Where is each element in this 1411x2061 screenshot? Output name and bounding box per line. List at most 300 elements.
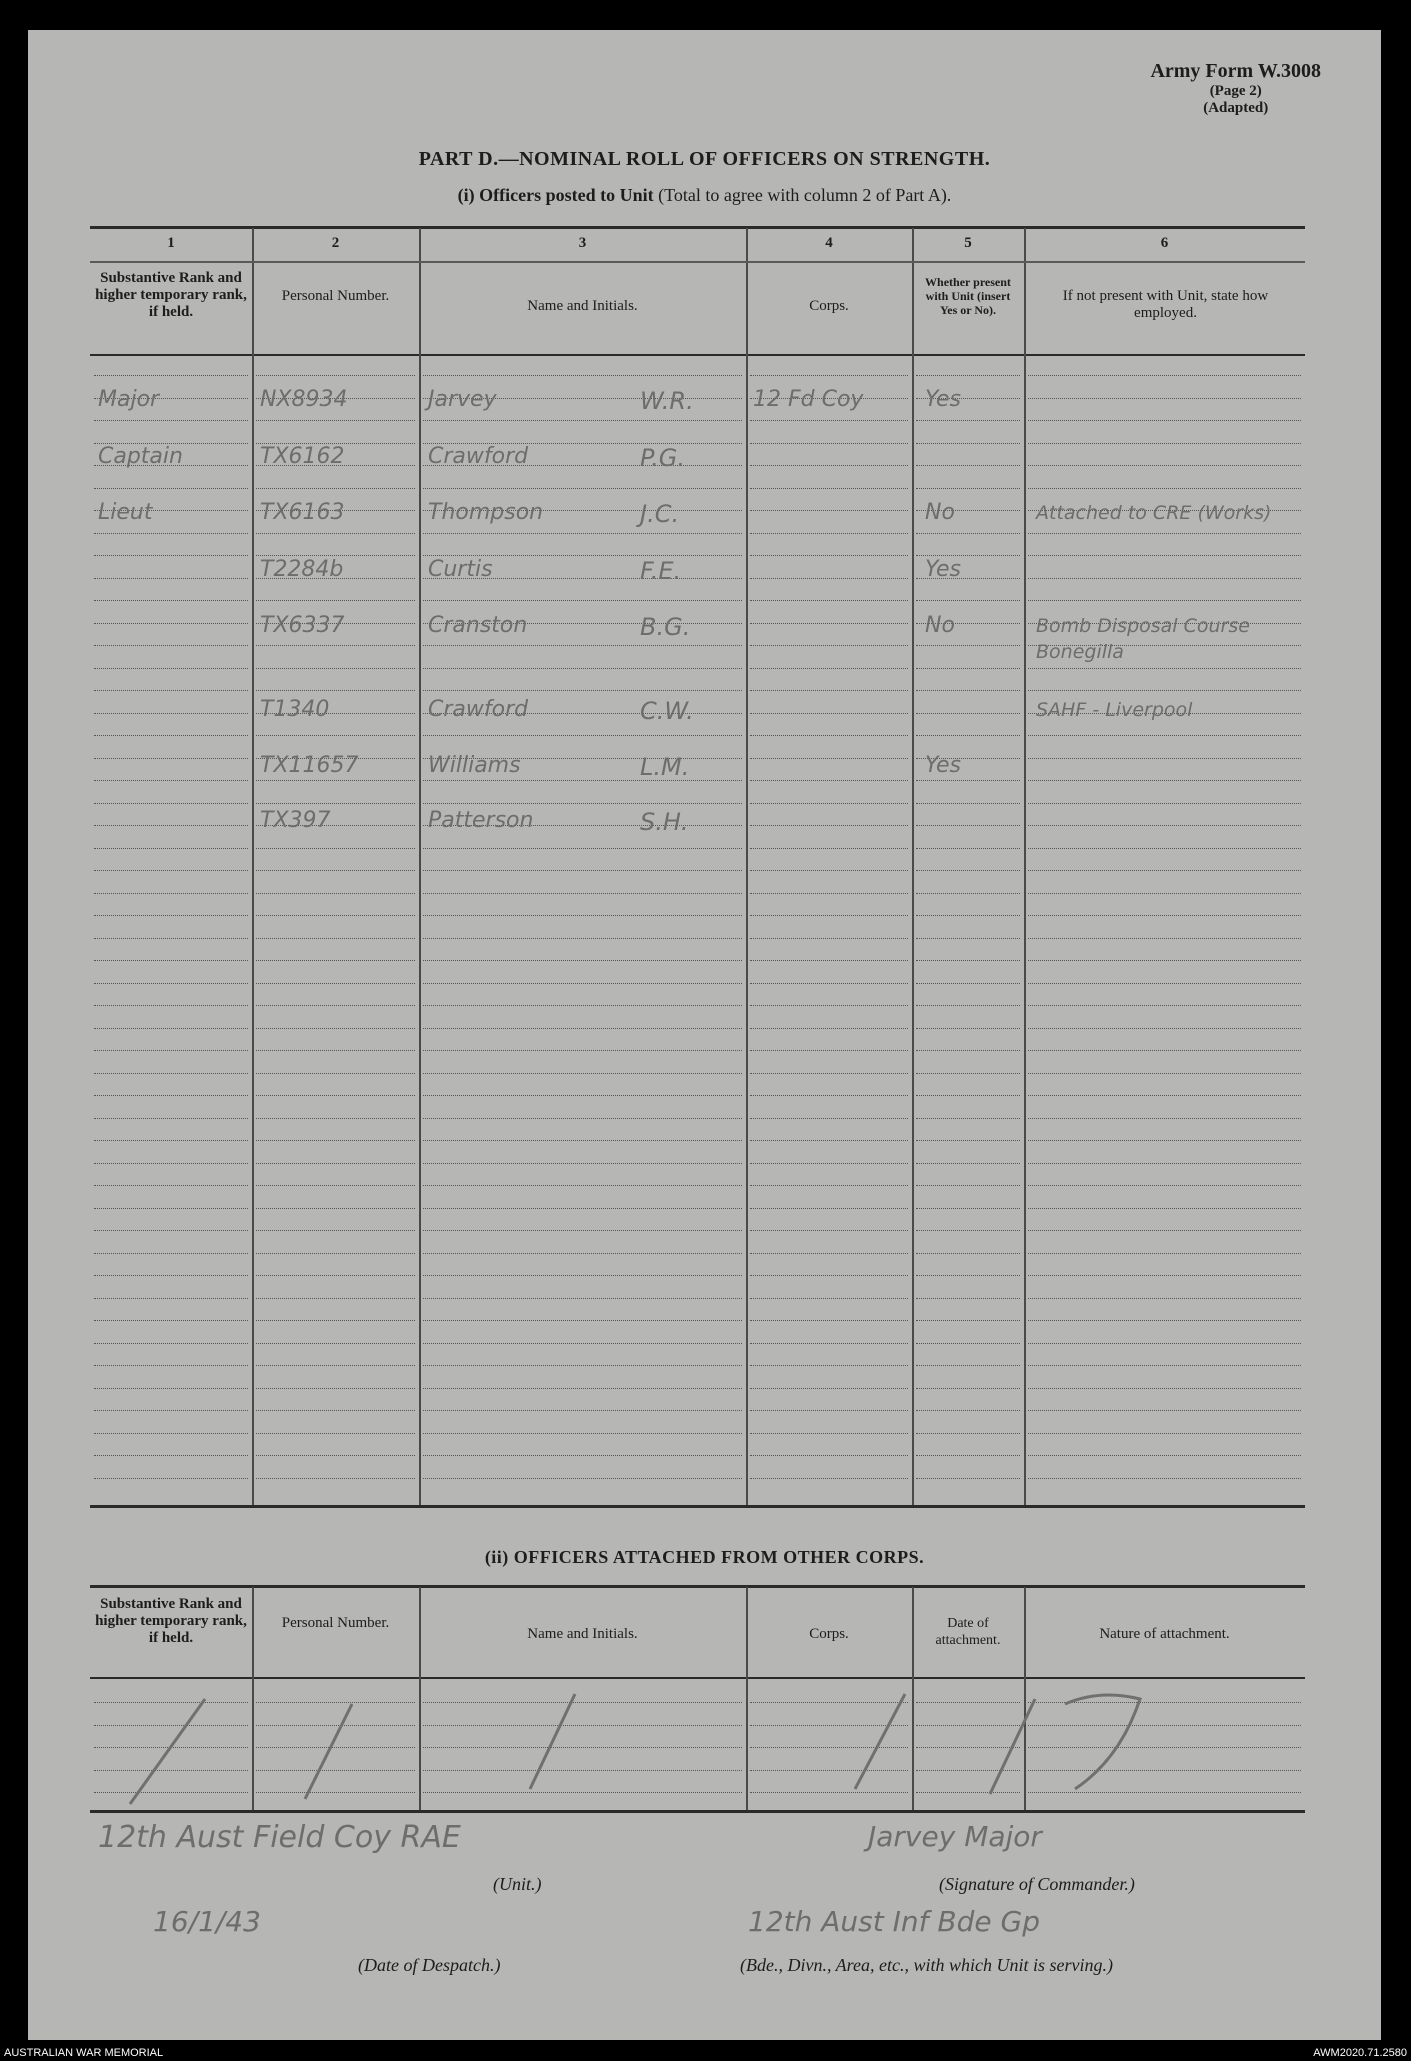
ruled-line bbox=[1028, 1230, 1301, 1231]
ruled-line bbox=[256, 1253, 415, 1254]
ruled-line bbox=[256, 488, 415, 489]
ruled-line bbox=[94, 960, 248, 961]
ruled-line bbox=[1028, 1185, 1301, 1186]
ruled-line bbox=[1028, 758, 1301, 759]
ruled-line bbox=[1028, 1478, 1301, 1479]
t2-header-rank: Substantive Rank and higher temporary rank, if held. bbox=[95, 1596, 247, 1646]
ruled-line bbox=[916, 533, 1020, 534]
ruled-line bbox=[423, 735, 742, 736]
ruled-line bbox=[256, 1455, 415, 1456]
ruled-line bbox=[750, 1365, 908, 1366]
ruled-line bbox=[750, 870, 908, 871]
ruled-line bbox=[423, 893, 742, 894]
ruled-line bbox=[94, 713, 248, 714]
ruled-line bbox=[256, 1410, 415, 1411]
ruled-line bbox=[1028, 1208, 1301, 1209]
ruled-line bbox=[916, 1455, 1020, 1456]
ruled-line bbox=[94, 1208, 248, 1209]
ruled-line bbox=[94, 825, 248, 826]
ruled-line bbox=[750, 668, 908, 669]
ruled-line bbox=[750, 1163, 908, 1164]
entry-number: TX6163 bbox=[260, 500, 345, 525]
ruled-line bbox=[916, 983, 1020, 984]
ruled-line bbox=[916, 1410, 1020, 1411]
ruled-line bbox=[750, 915, 908, 916]
ruled-line bbox=[256, 555, 415, 556]
colnum-1: 1 bbox=[167, 235, 175, 251]
ruled-line bbox=[750, 533, 908, 534]
credit-right: AWM2020.71.2580 bbox=[1313, 2047, 1407, 2059]
ruled-line bbox=[1028, 915, 1301, 916]
ruled-line bbox=[94, 780, 248, 781]
table1-col-divider-1 bbox=[252, 228, 254, 1505]
date-label: (Date of Despatch.) bbox=[358, 1955, 501, 1975]
entry-name: Curtis bbox=[428, 557, 493, 582]
ruled-line bbox=[256, 690, 415, 691]
ruled-line bbox=[94, 690, 248, 691]
ruled-line bbox=[423, 1410, 742, 1411]
ruled-line bbox=[94, 1365, 248, 1366]
entry-employed: SAHF - Liverpool bbox=[1036, 699, 1193, 721]
ruled-line bbox=[916, 555, 1020, 556]
credit-left: AUSTRALIAN WAR MEMORIAL bbox=[4, 2047, 164, 2059]
ruled-line bbox=[750, 1230, 908, 1231]
ruled-line bbox=[750, 848, 908, 849]
ruled-line bbox=[423, 848, 742, 849]
ruled-line bbox=[94, 938, 248, 939]
ruled-line bbox=[256, 960, 415, 961]
ruled-line bbox=[916, 1005, 1020, 1006]
entry-initials: S.H. bbox=[640, 808, 689, 836]
ruled-line bbox=[423, 1050, 742, 1051]
ruled-line bbox=[256, 600, 415, 601]
ruled-line bbox=[1028, 1343, 1301, 1344]
ruled-line bbox=[1028, 1253, 1301, 1254]
ruled-line bbox=[94, 915, 248, 916]
t2-header-date: Date of attachment. bbox=[935, 1616, 1001, 1648]
ruled-line bbox=[94, 1320, 248, 1321]
entry-name: Williams bbox=[428, 753, 521, 778]
ruled-line bbox=[423, 1163, 742, 1164]
ruled-line bbox=[94, 758, 248, 759]
ruled-line bbox=[916, 1478, 1020, 1479]
ruled-line bbox=[750, 1410, 908, 1411]
ruled-line bbox=[916, 893, 1020, 894]
ruled-line bbox=[750, 1253, 908, 1254]
page-subtitle bbox=[28, 185, 1381, 206]
table2-top-rule bbox=[90, 1585, 1305, 1588]
ruled-line bbox=[1028, 1320, 1301, 1321]
ruled-line bbox=[94, 375, 248, 376]
ruled-line bbox=[256, 1388, 415, 1389]
ruled-line bbox=[94, 1455, 248, 1456]
ruled-line bbox=[256, 803, 415, 804]
ruled-line bbox=[1028, 1050, 1301, 1051]
ruled-line bbox=[423, 1230, 742, 1231]
ruled-line bbox=[94, 1118, 248, 1119]
signature-value: Jarvey Major bbox=[868, 1820, 1042, 1853]
t2-header-name: Name and Initials. bbox=[527, 1626, 638, 1642]
entry-name: Crawford bbox=[428, 444, 529, 469]
ruled-line bbox=[94, 1275, 248, 1276]
col-header-corps: Corps. bbox=[809, 298, 849, 314]
ruled-line bbox=[916, 938, 1020, 939]
ruled-line bbox=[423, 1343, 742, 1344]
ruled-line bbox=[94, 555, 248, 556]
ruled-line bbox=[916, 690, 1020, 691]
ruled-line bbox=[916, 420, 1020, 421]
ruled-line bbox=[94, 1028, 248, 1029]
ruled-line bbox=[916, 1275, 1020, 1276]
ruled-line bbox=[256, 1208, 415, 1209]
ruled-line bbox=[1028, 960, 1301, 961]
table2-bottom-rule bbox=[90, 1810, 1305, 1813]
ruled-line bbox=[256, 870, 415, 871]
col-header-employed: If not present with Unit, state how employed. bbox=[1062, 288, 1269, 321]
ruled-line bbox=[423, 1005, 742, 1006]
ruled-line bbox=[256, 983, 415, 984]
ruled-line bbox=[916, 915, 1020, 916]
ruled-line bbox=[1028, 1163, 1301, 1164]
ruled-line bbox=[256, 1230, 415, 1231]
ruled-line bbox=[750, 1028, 908, 1029]
ruled-line bbox=[423, 1073, 742, 1074]
ruled-line bbox=[916, 848, 1020, 849]
table1-top-rule bbox=[90, 226, 1305, 229]
ruled-line bbox=[423, 1118, 742, 1119]
ruled-line bbox=[916, 1365, 1020, 1366]
ruled-line bbox=[916, 1095, 1020, 1096]
form-number: Army Form W.3008 bbox=[1150, 60, 1321, 82]
entry-number: TX6337 bbox=[260, 613, 345, 638]
ruled-line bbox=[256, 645, 415, 646]
ruled-line bbox=[94, 668, 248, 669]
ruled-line bbox=[94, 533, 248, 534]
colnum-3: 3 bbox=[578, 235, 587, 251]
colnum-2: 2 bbox=[331, 235, 340, 251]
ruled-line bbox=[423, 600, 742, 601]
ruled-line bbox=[916, 1118, 1020, 1119]
ruled-line bbox=[916, 1050, 1020, 1051]
entry-name: Patterson bbox=[428, 808, 534, 833]
colnum-4: 4 bbox=[825, 235, 833, 251]
ruled-line bbox=[750, 1433, 908, 1434]
ruled-line bbox=[256, 848, 415, 849]
ruled-line bbox=[916, 375, 1020, 376]
ruled-line bbox=[1028, 1433, 1301, 1434]
t2-header-corps: Corps. bbox=[809, 1626, 849, 1642]
ruled-line bbox=[423, 375, 742, 376]
ruled-line bbox=[750, 1320, 908, 1321]
section2-title: (ii) OFFICERS ATTACHED FROM OTHER CORPS. bbox=[484, 1547, 925, 1567]
ruled-line bbox=[916, 645, 1020, 646]
ruled-line bbox=[256, 533, 415, 534]
ruled-line bbox=[423, 690, 742, 691]
page-title: PART D.—NOMINAL ROLL OF OFFICERS ON STRENGTH. bbox=[418, 148, 991, 170]
entry-initials: C.W. bbox=[640, 697, 694, 725]
entry-employed: Bomb Disposal Course Bonegilla bbox=[1036, 615, 1250, 663]
ruled-line bbox=[94, 1005, 248, 1006]
ruled-line bbox=[1028, 1140, 1301, 1141]
ruled-line bbox=[750, 488, 908, 489]
ruled-line bbox=[750, 1275, 908, 1276]
ruled-line bbox=[256, 375, 415, 376]
ruled-line bbox=[256, 1185, 415, 1186]
signature-label: (Signature of Commander.) bbox=[939, 1874, 1135, 1894]
formation-label: (Bde., Divn., Area, etc., with which Unit is serving.) bbox=[740, 1955, 1113, 1975]
entry-rank: Captain bbox=[98, 444, 183, 469]
ruled-line bbox=[94, 1388, 248, 1389]
ruled-line bbox=[1028, 465, 1301, 466]
ruled-line bbox=[256, 1050, 415, 1051]
ruled-line bbox=[256, 938, 415, 939]
ruled-line bbox=[256, 1028, 415, 1029]
ruled-line bbox=[916, 960, 1020, 961]
col-header-rank: Substantive Rank and higher temporary rank, if held. bbox=[95, 270, 247, 320]
t2-header-personal-number: Personal Number. bbox=[281, 1615, 390, 1631]
ruled-line bbox=[256, 668, 415, 669]
subtitle-rest: (Total to agree with column 2 of Part A). bbox=[653, 185, 952, 205]
ruled-line bbox=[423, 803, 742, 804]
ruled-line bbox=[423, 645, 742, 646]
entry-initials: L.M. bbox=[640, 753, 690, 781]
ruled-line bbox=[94, 803, 248, 804]
ruled-line bbox=[750, 1005, 908, 1006]
ruled-line bbox=[94, 1433, 248, 1434]
ruled-line bbox=[916, 443, 1020, 444]
ruled-line bbox=[423, 1028, 742, 1029]
ruled-line bbox=[750, 375, 908, 376]
ruled-line bbox=[423, 1455, 742, 1456]
ruled-line bbox=[916, 1320, 1020, 1321]
colnum-rule bbox=[90, 261, 1305, 263]
ruled-line bbox=[750, 1095, 908, 1096]
ruled-line bbox=[750, 1185, 908, 1186]
ruled-line bbox=[750, 938, 908, 939]
ruled-line bbox=[94, 1410, 248, 1411]
ruled-line bbox=[916, 1028, 1020, 1029]
ruled-line bbox=[423, 1320, 742, 1321]
ruled-line bbox=[916, 600, 1020, 601]
col-header-personal-number: Personal Number. bbox=[281, 288, 390, 304]
ruled-line bbox=[750, 1343, 908, 1344]
ruled-line bbox=[750, 960, 908, 961]
ruled-line bbox=[94, 893, 248, 894]
entry-number: TX11657 bbox=[260, 753, 359, 778]
ruled-line bbox=[94, 1253, 248, 1254]
ruled-line bbox=[256, 1275, 415, 1276]
table1-col-divider-2 bbox=[419, 228, 421, 1505]
entry-number: TX397 bbox=[260, 808, 331, 833]
ruled-line bbox=[916, 465, 1020, 466]
ruled-line bbox=[1028, 1118, 1301, 1119]
ruled-line bbox=[94, 1095, 248, 1096]
ruled-line bbox=[916, 1073, 1020, 1074]
ruled-line bbox=[423, 870, 742, 871]
table1-col-divider-5 bbox=[1024, 228, 1026, 1505]
ruled-line bbox=[94, 1050, 248, 1051]
ruled-line bbox=[750, 623, 908, 624]
ruled-line bbox=[94, 1230, 248, 1231]
ruled-line bbox=[916, 1185, 1020, 1186]
ruled-line bbox=[94, 1185, 248, 1186]
entry-present: Yes bbox=[925, 753, 962, 778]
ruled-line bbox=[423, 1140, 742, 1141]
ruled-line bbox=[256, 1343, 415, 1344]
entry-present: Yes bbox=[925, 557, 962, 582]
table2-strike-marks bbox=[90, 1679, 1305, 1810]
ruled-line bbox=[750, 578, 908, 579]
colnum-6: 6 bbox=[1160, 235, 1169, 251]
colnum-5: 5 bbox=[964, 235, 972, 251]
ruled-line bbox=[750, 1478, 908, 1479]
ruled-line bbox=[423, 938, 742, 939]
ruled-line bbox=[423, 1433, 742, 1434]
ruled-line bbox=[94, 488, 248, 489]
ruled-line bbox=[916, 488, 1020, 489]
ruled-line bbox=[916, 735, 1020, 736]
table1-col-divider-3 bbox=[746, 228, 748, 1505]
entry-present: Yes bbox=[925, 387, 962, 412]
ruled-line bbox=[1028, 488, 1301, 489]
ruled-line bbox=[94, 623, 248, 624]
unit-value: 12th Aust Field Coy RAE bbox=[98, 1820, 461, 1855]
ruled-line bbox=[256, 1163, 415, 1164]
ruled-line bbox=[256, 420, 415, 421]
ruled-line bbox=[423, 1095, 742, 1096]
ruled-line bbox=[1028, 1455, 1301, 1456]
ruled-line bbox=[1028, 578, 1301, 579]
ruled-line bbox=[750, 803, 908, 804]
ruled-line bbox=[750, 555, 908, 556]
ruled-line bbox=[256, 1433, 415, 1434]
entry-initials: J.C. bbox=[640, 500, 680, 528]
unit-label: (Unit.) bbox=[493, 1874, 542, 1894]
ruled-line bbox=[94, 983, 248, 984]
ruled-line bbox=[750, 713, 908, 714]
ruled-line bbox=[750, 510, 908, 511]
ruled-line bbox=[1028, 533, 1301, 534]
entry-name: Thompson bbox=[428, 500, 544, 525]
ruled-line bbox=[423, 1298, 742, 1299]
ruled-line bbox=[916, 1140, 1020, 1141]
ruled-line bbox=[750, 1455, 908, 1456]
ruled-line bbox=[256, 735, 415, 736]
ruled-line bbox=[1028, 1275, 1301, 1276]
entry-number: T2284b bbox=[260, 557, 344, 582]
ruled-line bbox=[1028, 825, 1301, 826]
ruled-line bbox=[1028, 893, 1301, 894]
ruled-line bbox=[916, 1298, 1020, 1299]
ruled-line bbox=[1028, 420, 1301, 421]
ruled-line bbox=[1028, 870, 1301, 871]
subtitle-bold: (i) Officers posted to Unit bbox=[457, 185, 654, 205]
ruled-line bbox=[256, 780, 415, 781]
ruled-line bbox=[750, 893, 908, 894]
ruled-line bbox=[916, 803, 1020, 804]
ruled-line bbox=[256, 1320, 415, 1321]
ruled-line bbox=[94, 870, 248, 871]
ruled-line bbox=[916, 780, 1020, 781]
ruled-line bbox=[1028, 1095, 1301, 1096]
ruled-line bbox=[916, 1388, 1020, 1389]
ruled-line bbox=[94, 578, 248, 579]
entry-employed: Attached to CRE (Works) bbox=[1036, 502, 1272, 524]
ruled-line bbox=[423, 420, 742, 421]
ruled-line bbox=[423, 1365, 742, 1366]
table1-header-rule bbox=[90, 354, 1305, 356]
ruled-line bbox=[94, 848, 248, 849]
ruled-line bbox=[1028, 555, 1301, 556]
ruled-line bbox=[916, 1230, 1020, 1231]
entry-initials: P.G. bbox=[640, 444, 686, 472]
ruled-line bbox=[423, 1253, 742, 1254]
ruled-line bbox=[256, 1140, 415, 1141]
entry-present: No bbox=[925, 613, 955, 638]
ruled-line bbox=[916, 1208, 1020, 1209]
ruled-line bbox=[750, 1140, 908, 1141]
ruled-line bbox=[94, 1298, 248, 1299]
ruled-line bbox=[423, 915, 742, 916]
col-header-present: Whether present with Unit (insert Yes or No). bbox=[925, 275, 1011, 317]
ruled-line bbox=[94, 1073, 248, 1074]
form-adapted-note: (Adapted) bbox=[1203, 100, 1269, 116]
ruled-line bbox=[750, 1298, 908, 1299]
ruled-line bbox=[423, 488, 742, 489]
ruled-line bbox=[256, 1118, 415, 1119]
t2-header-nature: Nature of attachment. bbox=[1099, 1626, 1230, 1642]
ruled-line bbox=[1028, 803, 1301, 804]
entry-corps: 12 Fd Coy bbox=[753, 387, 864, 412]
entry-initials: F.E. bbox=[640, 557, 682, 585]
ruled-line bbox=[1028, 1410, 1301, 1411]
ruled-line bbox=[1028, 735, 1301, 736]
formation-value: 12th Aust Inf Bde Gp bbox=[748, 1905, 1040, 1938]
ruled-line bbox=[1028, 938, 1301, 939]
date-value: 16/1/43 bbox=[153, 1905, 261, 1938]
ruled-line bbox=[1028, 1365, 1301, 1366]
ruled-line bbox=[750, 735, 908, 736]
ruled-line bbox=[750, 645, 908, 646]
ruled-line bbox=[423, 960, 742, 961]
ruled-line bbox=[423, 983, 742, 984]
ruled-line bbox=[423, 533, 742, 534]
ruled-line bbox=[1028, 690, 1301, 691]
ruled-line bbox=[750, 443, 908, 444]
col-header-name: Name and Initials. bbox=[527, 298, 638, 314]
ruled-line bbox=[94, 1163, 248, 1164]
ruled-line bbox=[1028, 443, 1301, 444]
ruled-line bbox=[256, 915, 415, 916]
entry-present: No bbox=[925, 500, 955, 525]
ruled-line bbox=[750, 758, 908, 759]
ruled-line bbox=[94, 420, 248, 421]
ruled-line bbox=[916, 825, 1020, 826]
ruled-line bbox=[256, 1298, 415, 1299]
form-reference bbox=[1150, 60, 1321, 117]
table1-bottom-rule bbox=[90, 1505, 1305, 1508]
ruled-line bbox=[750, 465, 908, 466]
entry-initials: B.G. bbox=[640, 613, 691, 641]
ruled-line bbox=[916, 1163, 1020, 1164]
ruled-line bbox=[256, 1095, 415, 1096]
ruled-line bbox=[423, 1185, 742, 1186]
ruled-line bbox=[1028, 780, 1301, 781]
ruled-line bbox=[750, 1073, 908, 1074]
ruled-line bbox=[1028, 983, 1301, 984]
ruled-line bbox=[256, 1073, 415, 1074]
entry-number: NX8934 bbox=[260, 387, 348, 412]
